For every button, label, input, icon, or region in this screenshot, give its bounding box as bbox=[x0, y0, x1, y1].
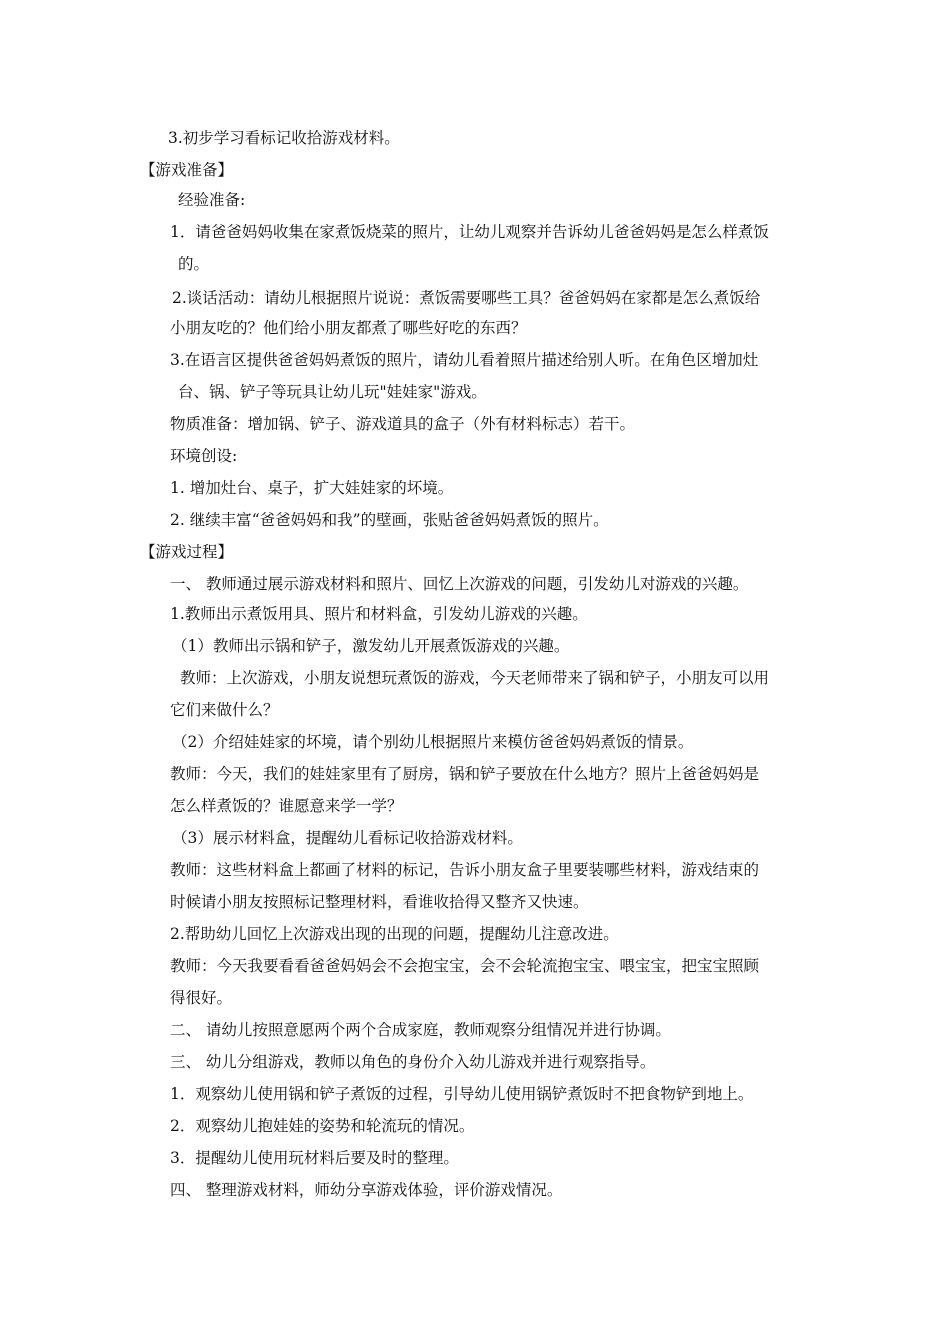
paragraph-line: 教师：今天，我们的娃娃家里有了厨房，锅和铲子要放在什么地方？照片上爸爸妈妈是 bbox=[170, 765, 760, 783]
paragraph-line: 的。 bbox=[178, 255, 210, 273]
paragraph-line: 教师：上次游戏，小朋友说想玩煮饭的游戏，今天老师带来了锅和铲子，小朋友可以用 bbox=[180, 669, 770, 687]
paragraph-line: 3.在语言区提供爸爸妈妈煮饭的照片，请幼儿看着照片描述给别人听。在角色区增加灶 bbox=[170, 351, 759, 369]
paragraph-line: 2.帮助幼儿回忆上次游戏出现的出现的问题，提醒幼儿注意改进。 bbox=[170, 925, 619, 943]
step-heading: 二、 请幼儿按照意愿两个两个合成家庭，教师观察分组情况并进行协调。 bbox=[170, 1021, 671, 1039]
paragraph-line: 物质准备：增加锅、铲子、游戏道具的盒子（外有材料标志）若干。 bbox=[170, 415, 636, 433]
list-item: 2．观察幼儿抱娃娃的姿势和轮流玩的情况。 bbox=[170, 1117, 475, 1135]
paragraph-line: 2.谈话活动：请幼儿根据照片说说：煮饭需要哪些工具？爸爸妈妈在家都是怎么煮饭给 bbox=[172, 289, 761, 307]
section-heading: 【游戏准备】 bbox=[140, 161, 234, 179]
step-heading: 四、 整理游戏材料，师幼分享游戏体验，评价游戏情况。 bbox=[170, 1181, 563, 1199]
list-item: 2. 继续丰富“爸爸妈妈和我”的壁画，张贴爸爸妈妈煮饭的照片。 bbox=[170, 511, 609, 529]
paragraph-line: 它们来做什么？ bbox=[170, 701, 279, 719]
paragraph-line: 1．请爸爸妈妈收集在家煮饭烧菜的照片，让幼儿观察并告诉幼儿爸爸妈妈是怎么样煮饭 bbox=[170, 223, 769, 241]
subheading: 环境创设: bbox=[170, 447, 238, 465]
step-heading: 三、 幼儿分组游戏，教师以角色的身份介入幼儿游戏并进行观察指导。 bbox=[170, 1053, 656, 1071]
paragraph-line: 1.教师出示煮饭用具、照片和材料盒，引发幼儿游戏的兴趣。 bbox=[170, 605, 588, 623]
objective-line: 3.初步学习看标记收拾游戏材料。 bbox=[168, 129, 400, 147]
paragraph-line: 时候请小朋友按照标记整理材料，看谁收拾得又整齐又快速。 bbox=[170, 893, 589, 911]
subheading: 经验准备: bbox=[178, 191, 246, 209]
paragraph-line: （3）展示材料盒，提醒幼儿看标记收拾游戏材料。 bbox=[172, 829, 523, 847]
paragraph-line: （1）教师出示锅和铲子，激发幼儿开展煮饭游戏的兴趣。 bbox=[172, 637, 570, 655]
list-item: 1．观察幼儿使用锅和铲子煮饭的过程，引导幼儿使用锅铲煮饭时不把食物铲到地上。 bbox=[170, 1085, 754, 1103]
section-heading: 【游戏过程】 bbox=[140, 543, 234, 561]
paragraph-line: 教师：这些材料盒上都画了材料的标记，告诉小朋友盒子里要装哪些材料，游戏结束的 bbox=[170, 861, 760, 879]
list-item: 1. 增加灶台、桌子，扩大娃娃家的坏境。 bbox=[170, 479, 454, 497]
paragraph-line: 小朋友吃的？他们给小朋友都煮了哪些好吃的东西？ bbox=[170, 319, 527, 337]
list-item: 3．提醒幼儿使用玩材料后要及时的整理。 bbox=[170, 1149, 459, 1167]
step-heading: 一、 教师通过展示游戏材料和照片、回忆上次游戏的问题，引发幼儿对游戏的兴趣。 bbox=[170, 575, 749, 593]
paragraph-line: 台、锅、铲子等玩具让幼儿玩"娃娃家"游戏。 bbox=[178, 383, 487, 401]
paragraph-line: 教师：今天我要看看爸爸妈妈会不会抱宝宝，会不会轮流抱宝宝、喂宝宝，把宝宝照顾 bbox=[170, 957, 760, 975]
paragraph-line: 怎么样煮饭的？谁愿意来学一学？ bbox=[170, 797, 403, 815]
paragraph-line: （2）介绍娃娃家的坏境，请个别幼儿根据照片来模仿爸爸妈妈煮饭的情景。 bbox=[172, 733, 694, 751]
paragraph-line: 得很好。 bbox=[170, 989, 233, 1007]
